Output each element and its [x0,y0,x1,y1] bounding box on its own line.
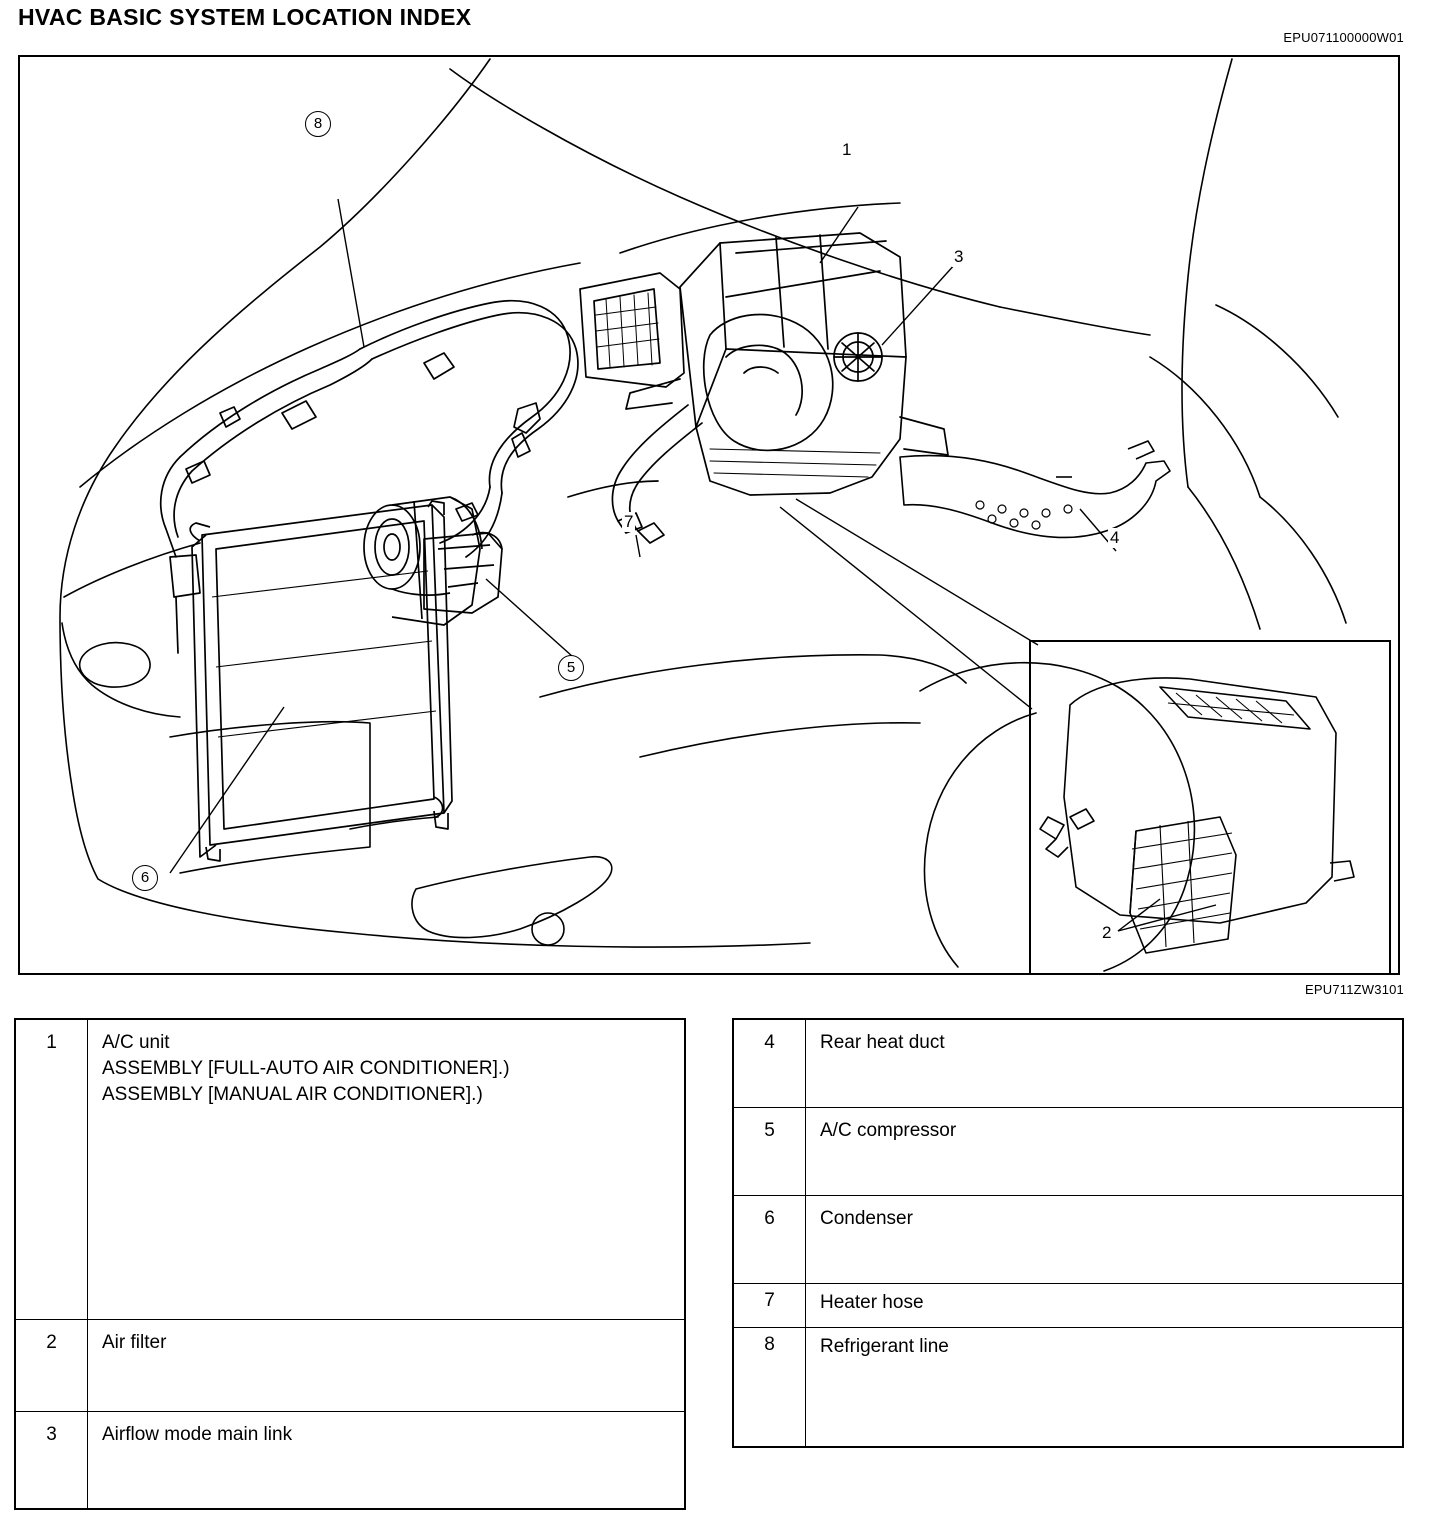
callout-7: 7 [624,512,634,531]
legend-number: 6 [734,1196,806,1283]
vehicle-hvac-illustration [20,57,1398,973]
legend-number: 8 [734,1328,806,1446]
legend-number: 5 [734,1108,806,1195]
legend-number: 3 [16,1412,88,1508]
legend-text [88,1020,684,1319]
legend-text [806,1328,1402,1446]
legend-row [734,1108,1402,1196]
legend-row [734,1196,1402,1284]
legend-line: Heater hose [820,1292,924,1313]
legend-text [806,1284,1402,1327]
legend-text [806,1108,1402,1195]
legend-line: Rear heat duct [820,1032,945,1053]
legend-text [88,1412,684,1508]
figure-code: EPU711ZW3101 [1305,982,1404,997]
legend-row [16,1320,684,1412]
legend-number: 2 [16,1320,88,1411]
legend-line: ASSEMBLY [MANUAL AIR CONDITIONER].) [102,1084,483,1105]
legend-line: ASSEMBLY [FULL-AUTO AIR CONDITIONER].) [102,1058,510,1079]
legend-number: 1 [16,1020,88,1319]
callout-1: 1 [842,140,852,159]
legend-line: A/C compressor [820,1120,957,1141]
legend-line: A/C unit [102,1032,170,1053]
legend-row [16,1020,684,1320]
legend-row [734,1020,1402,1108]
legend-line: Refrigerant line [820,1336,949,1357]
legend-line: Air filter [102,1332,167,1353]
legend-table-right [732,1018,1404,1448]
callout-4: 4 [1110,528,1120,547]
callout-2: 2 [1102,923,1112,942]
legend-number: 7 [734,1284,806,1327]
page-title: HVAC BASIC SYSTEM LOCATION INDEX [18,4,472,30]
illustration-panel [18,55,1400,975]
legend-row [16,1412,684,1508]
callout-5: 5 [558,655,584,681]
callout-3: 3 [954,247,964,266]
legend-number: 4 [734,1020,806,1107]
legend-text [88,1320,684,1411]
legend-row [734,1284,1402,1328]
document-code: EPU071100000W01 [1283,30,1404,45]
callout-8: 8 [305,111,331,137]
callout-6: 6 [132,865,158,891]
legend-line: Condenser [820,1208,913,1229]
legend-row [734,1328,1402,1446]
legend-line: Airflow mode main link [102,1424,293,1445]
legend-text [806,1196,1402,1283]
legend-table-left [14,1018,686,1510]
legend-text [806,1020,1402,1107]
